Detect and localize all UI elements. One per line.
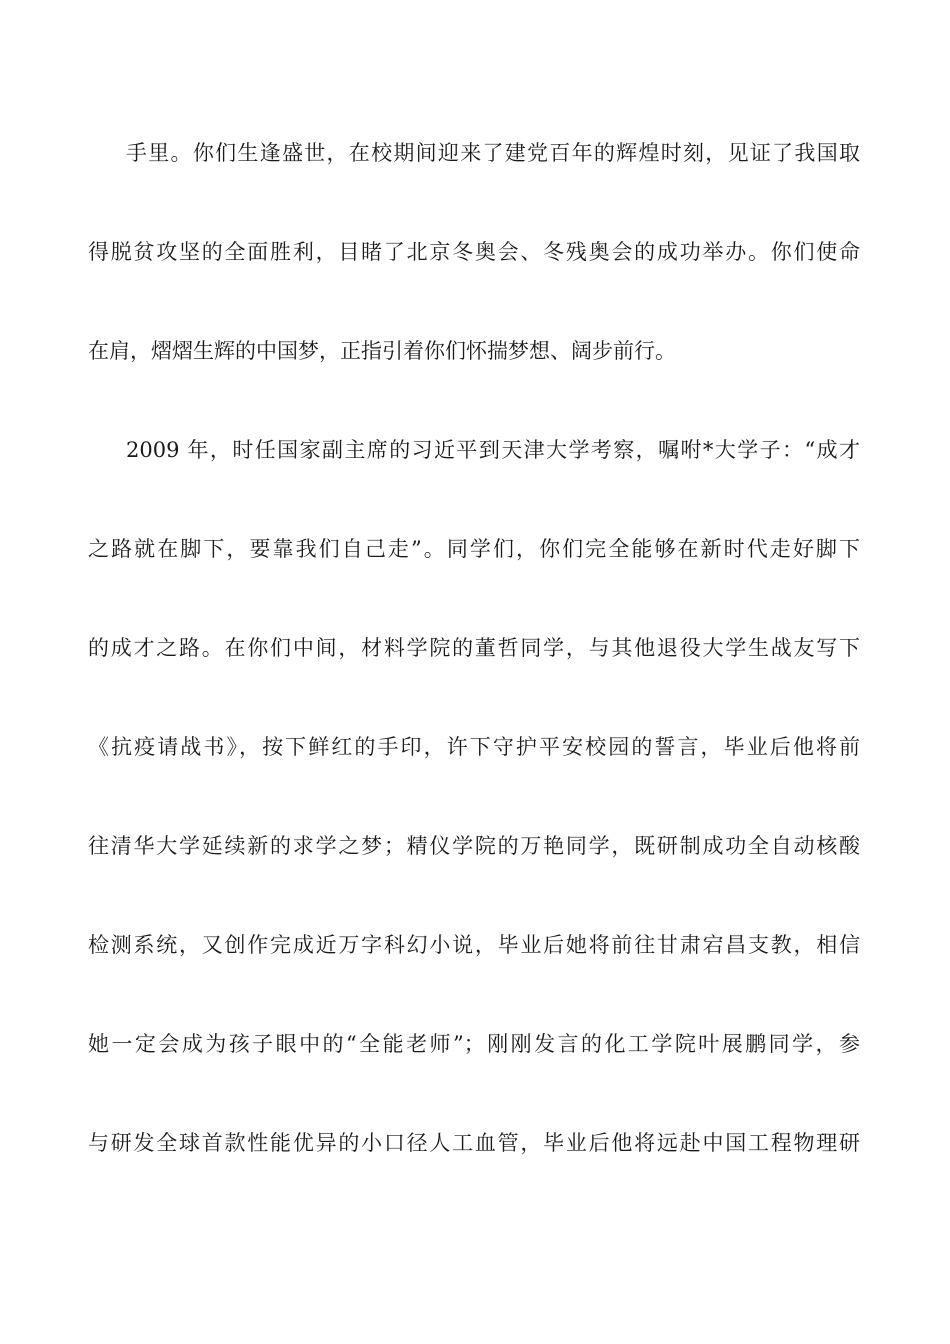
- paragraph-line-10: 她一定会成为孩子眼中的“全能老师”；刚刚发言的化工学院叶展鹏同学，参: [88, 1032, 860, 1056]
- paragraph-line-5: 之路就在脚下，要靠我们自己走”。同学们，你们完全能够在新时代走好脚下: [88, 537, 860, 561]
- paragraph-line-4: 2009 年，时任国家副主席的习近平到天津大学考察，嘱咐*大学子：“成才: [126, 438, 860, 462]
- paragraph-line-2: 得脱贫攻坚的全面胜利，目睹了北京冬奥会、冬残奥会的成功举办。你们使命: [88, 240, 860, 264]
- paragraph-line-6: 的成才之路。在你们中间，材料学院的董哲同学，与其他退役大学生战友写下: [88, 636, 860, 660]
- paragraph-line-3: 在肩，熠熠生辉的中国梦，正指引着你们怀揣梦想、阔步前行。: [88, 339, 676, 363]
- paragraph-line-1: 手里。你们生逢盛世，在校期间迎来了建党百年的辉煌时刻，见证了我国取: [126, 141, 860, 165]
- paragraph-line-8: 往清华大学延续新的求学之梦；精仪学院的万艳同学，既研制成功全自动核酸: [88, 834, 860, 858]
- paragraph-line-7: 《抗疫请战书》，按下鲜红的手印，许下守护平安校园的誓言，毕业后他将前: [88, 735, 860, 759]
- paragraph-line-11: 与研发全球首款性能优异的小口径人工血管，毕业后他将远赴中国工程物理研: [88, 1131, 860, 1155]
- paragraph-line-9: 检测系统，又创作完成近万字科幻小说，毕业后她将前往甘肃宕昌支教，相信: [88, 933, 860, 957]
